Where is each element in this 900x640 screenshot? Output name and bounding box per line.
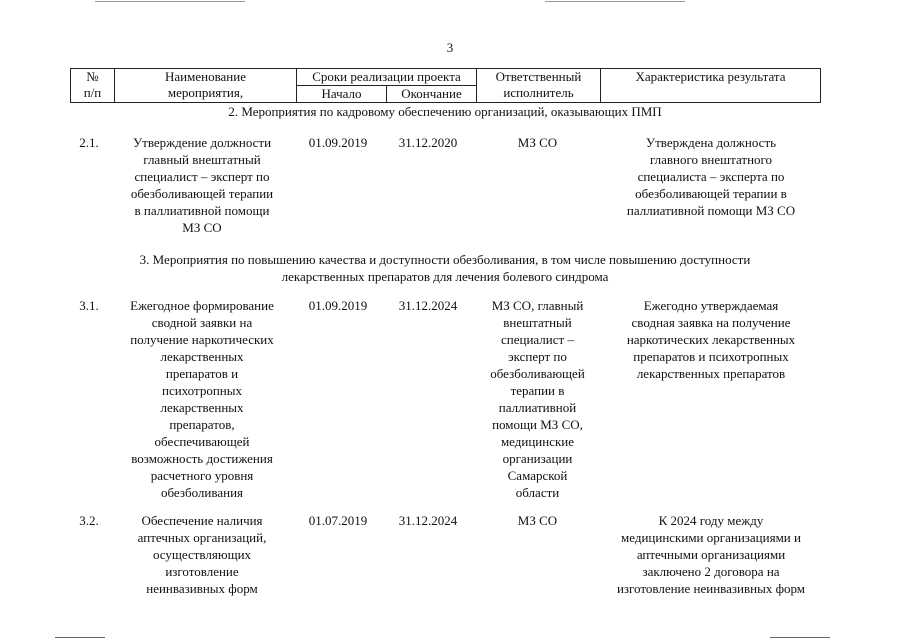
result-line: препаратов и психотропных: [633, 349, 789, 364]
result-line: заключено 2 договора на: [642, 564, 780, 579]
scan-artifact-bottom-right: [770, 637, 830, 638]
activity-name-line: расчетного уровня: [150, 468, 254, 483]
activity-name-line: МЗ СО: [182, 220, 222, 235]
result: [602, 297, 820, 382]
result-line: сводная заявка на получение: [631, 315, 791, 330]
responsible: [475, 134, 600, 151]
result-line: главного внештатного: [649, 152, 773, 167]
responsible-line: области: [515, 485, 560, 500]
responsible-line: обезболивающей: [490, 366, 585, 381]
result-line: Ежегодно утверждаемая: [643, 298, 779, 313]
header-period: Сроки реализации проекта: [297, 69, 477, 86]
activity-name-line: Обеспечение наличия: [141, 513, 263, 528]
responsible-line: организации: [502, 451, 573, 466]
activity-name-line: осуществляющих: [152, 547, 252, 562]
scan-artifact-top-left: [95, 1, 245, 2]
header-name: [115, 69, 297, 103]
start-date: 01.09.2019: [308, 298, 368, 313]
activity-name-line: Утверждение должности: [132, 135, 272, 150]
activity-name-line: Ежегодное формирование: [130, 298, 274, 313]
activity-name-line: лекарственных: [160, 349, 244, 364]
activity-name-line: обезболивающей терапии: [130, 186, 274, 201]
responsible-line: Самарской: [507, 468, 568, 483]
activity-name-line: аптечных организаций,: [137, 530, 267, 545]
header-end: Окончание: [387, 86, 477, 103]
responsible-line: терапии в: [510, 383, 565, 398]
result-line: медицинскими организациями и: [621, 530, 801, 545]
result-line: аптечными организациями: [636, 547, 786, 562]
end-date: 31.12.2024: [398, 513, 458, 528]
result-line: К 2024 году между: [658, 513, 764, 528]
header-name-line-2: мероприятия,: [167, 85, 244, 100]
responsible-line: специалист –: [501, 332, 574, 347]
header-num: [71, 69, 115, 103]
responsible-line: МЗ СО: [517, 135, 558, 150]
responsible-line: МЗ СО: [517, 513, 558, 528]
activity-name: [114, 512, 290, 597]
start-date: 01.07.2019: [308, 513, 368, 528]
result-line: паллиативной помощи МЗ СО: [626, 203, 796, 218]
activity-name-line: в паллиативной помощи: [134, 203, 270, 218]
activity-name-line: психотропных: [161, 383, 242, 398]
responsible: [475, 297, 600, 501]
scan-artifact-bottom-left: [55, 637, 105, 638]
result-line: наркотических лекарственных: [626, 332, 796, 347]
activity-name-line: препаратов,: [169, 417, 235, 432]
section-heading-3-line-1: 3. Мероприятия по повышению качества и доступности обезболивания, в том числе повышению доступности: [139, 252, 751, 267]
end-date: 31.12.2020: [398, 135, 458, 150]
responsible-line: МЗ СО, главный: [491, 298, 584, 313]
header-num-line-1: №: [86, 69, 99, 84]
result-line: изготовление неинвазивных форм: [616, 581, 806, 596]
header-result: Характеристика результата: [601, 69, 821, 103]
activity-name: [114, 297, 290, 501]
responsible-line: внештатный: [503, 315, 572, 330]
result-line: специалиста – эксперта по: [637, 169, 785, 184]
end-date: 31.12.2024: [398, 298, 458, 313]
responsible-line: помощи МЗ СО,: [492, 417, 583, 432]
scan-artifact-top-right: [545, 1, 685, 2]
result-line: обезболивающей терапии в: [635, 186, 787, 201]
activity-name-line: обеспечивающей: [154, 434, 250, 449]
activity-name-line: лекарственных: [160, 400, 244, 415]
section-heading-3-line-2: лекарственных препаратов для лечения болевого синдрома: [281, 269, 609, 284]
header-responsible-line-1: Ответственный: [495, 69, 582, 84]
activity-name: [114, 134, 290, 236]
result-line: лекарственных препаратов: [636, 366, 786, 381]
activity-name-line: изготовление: [165, 564, 239, 579]
activity-name-line: сводной заявки на: [151, 315, 253, 330]
activity-name-line: неинвазивных форм: [146, 581, 258, 596]
page-number: 3: [446, 40, 454, 55]
header-responsible-line-2: исполнитель: [503, 85, 574, 100]
responsible-line: паллиативной: [498, 400, 577, 415]
result: [602, 512, 820, 597]
row-number: 3.1.: [79, 298, 99, 313]
section-heading-2: 2. Мероприятия по кадровому обеспечению организаций, оказывающих ПМП: [228, 104, 662, 119]
activity-name-line: специалист – эксперт по: [134, 169, 270, 184]
activity-name-line: главный внештатный: [143, 152, 261, 167]
row-number: 2.1.: [79, 135, 99, 150]
responsible: [475, 512, 600, 529]
section-heading-3: [70, 251, 820, 285]
header-responsible: [477, 69, 601, 103]
responsible-line: медицинские: [500, 434, 575, 449]
activity-name-line: препаратов и: [165, 366, 239, 381]
table-header: [70, 68, 821, 103]
header-name-line-1: Наименование: [165, 69, 246, 84]
result-line: Утверждена должность: [645, 135, 777, 150]
start-date: 01.09.2019: [308, 135, 368, 150]
header-num-line-2: п/п: [83, 85, 102, 100]
activity-name-line: возможность достижения: [131, 451, 273, 466]
result: [602, 134, 820, 219]
header-start: Начало: [297, 86, 387, 103]
row-number: 3.2.: [79, 513, 99, 528]
responsible-line: эксперт по: [508, 349, 567, 364]
activity-name-line: обезболивания: [160, 485, 244, 500]
activity-name-line: получение наркотических: [130, 332, 274, 347]
